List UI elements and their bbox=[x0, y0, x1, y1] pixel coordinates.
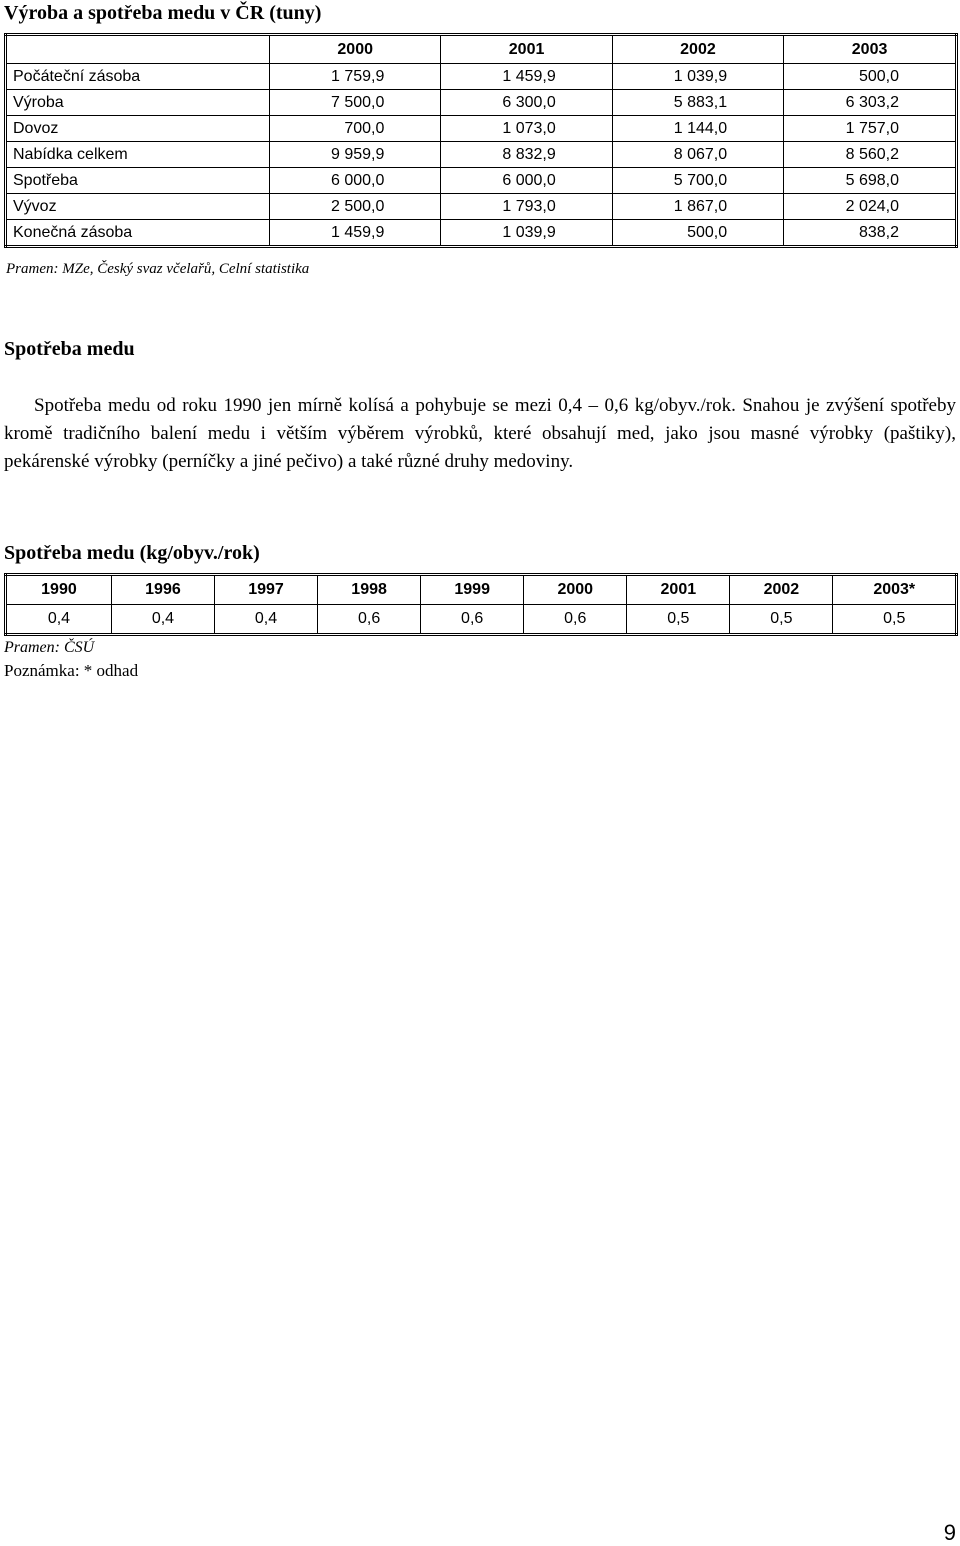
table-cell: 500,0 bbox=[784, 64, 957, 90]
table-header-cell bbox=[6, 35, 270, 64]
section-heading-per-capita: Spotřeba medu (kg/obyv./rok) bbox=[4, 542, 260, 564]
table-cell: 5 700,0 bbox=[612, 168, 783, 194]
table-cell: 6 000,0 bbox=[270, 168, 441, 194]
table-cell: 1 459,9 bbox=[270, 220, 441, 247]
table-cell: 9 959,9 bbox=[270, 142, 441, 168]
value-cell: 0,6 bbox=[421, 605, 524, 635]
table-row bbox=[6, 194, 957, 220]
value-cell: 0,6 bbox=[524, 605, 627, 635]
table-cell: 2 024,0 bbox=[784, 194, 957, 220]
table-cell: 8 560,2 bbox=[784, 142, 957, 168]
consumption-paragraph: Spotřeba medu od roku 1990 jen mírně kolísá a pohybuje se mezi 0,4 – 0,6 kg/obyv./rok. Snahou je zvýšení spotřeby kromě tradičního balení medu i větším výběrem výrobků, které obsahují med, jako jsou masné výrobky (paštiky), pekárenské výrobky (perníčky a jiné pečivo) a také různé druhy medoviny. bbox=[4, 395, 956, 472]
table-cell: 1 793,0 bbox=[441, 194, 612, 220]
row-label: Počáteční zásoba bbox=[6, 64, 270, 90]
value-cell: 0,5 bbox=[833, 605, 957, 635]
table-cell: 1 039,9 bbox=[612, 64, 783, 90]
per-capita-consumption-table bbox=[4, 573, 958, 636]
table-row bbox=[6, 220, 957, 247]
year-cell: 2002 bbox=[730, 575, 833, 605]
table-cell: 6 000,0 bbox=[441, 168, 612, 194]
table-cell: 1 867,0 bbox=[612, 194, 783, 220]
table-header-cell: 2003 bbox=[784, 35, 957, 64]
year-cell: 1998 bbox=[318, 575, 421, 605]
production-consumption-table bbox=[4, 33, 958, 248]
value-cell: 0,4 bbox=[111, 605, 214, 635]
table2-source: Pramen: ČSÚ bbox=[4, 639, 95, 656]
row-label: Spotřeba bbox=[6, 168, 270, 194]
table-cell: 6 300,0 bbox=[441, 90, 612, 116]
year-cell: 2003* bbox=[833, 575, 957, 605]
value-row bbox=[6, 605, 957, 635]
year-cell: 1997 bbox=[214, 575, 317, 605]
table-cell: 8 067,0 bbox=[612, 142, 783, 168]
table-header-row bbox=[6, 35, 957, 64]
table-header-cell: 2002 bbox=[612, 35, 783, 64]
document-title: Výroba a spotřeba medu v ČR (tuny) bbox=[4, 2, 322, 24]
table-cell: 838,2 bbox=[784, 220, 957, 247]
table-cell: 5 698,0 bbox=[784, 168, 957, 194]
value-cell: 0,4 bbox=[6, 605, 112, 635]
year-header-row bbox=[6, 575, 957, 605]
table1-source: Pramen: MZe, Český svaz včelařů, Celní statistika bbox=[6, 261, 310, 277]
table-cell: 700,0 bbox=[270, 116, 441, 142]
row-label: Výroba bbox=[6, 90, 270, 116]
table-row bbox=[6, 116, 957, 142]
table-cell: 1 459,9 bbox=[441, 64, 612, 90]
table-cell: 5 883,1 bbox=[612, 90, 783, 116]
year-cell: 2000 bbox=[524, 575, 627, 605]
value-cell: 0,5 bbox=[730, 605, 833, 635]
section-heading-consumption: Spotřeba medu bbox=[4, 338, 135, 360]
page-number: 9 bbox=[943, 1520, 956, 1545]
estimate-note: Poznámka: * odhad bbox=[4, 661, 139, 680]
table-header-cell: 2001 bbox=[441, 35, 612, 64]
table-cell: 500,0 bbox=[612, 220, 783, 247]
table-cell: 2 500,0 bbox=[270, 194, 441, 220]
table-cell: 7 500,0 bbox=[270, 90, 441, 116]
year-cell: 1999 bbox=[421, 575, 524, 605]
table-row bbox=[6, 142, 957, 168]
value-cell: 0,6 bbox=[318, 605, 421, 635]
value-cell: 0,5 bbox=[627, 605, 730, 635]
row-label: Vývoz bbox=[6, 194, 270, 220]
table-cell: 1 073,0 bbox=[441, 116, 612, 142]
table-row bbox=[6, 64, 957, 90]
row-label: Konečná zásoba bbox=[6, 220, 270, 247]
table-cell: 6 303,2 bbox=[784, 90, 957, 116]
table-cell: 1 039,9 bbox=[441, 220, 612, 247]
year-cell: 1990 bbox=[6, 575, 112, 605]
table-cell: 1 757,0 bbox=[784, 116, 957, 142]
table-cell: 8 832,9 bbox=[441, 142, 612, 168]
row-label: Nabídka celkem bbox=[6, 142, 270, 168]
value-cell: 0,4 bbox=[214, 605, 317, 635]
year-cell: 1996 bbox=[111, 575, 214, 605]
table-cell: 1 144,0 bbox=[612, 116, 783, 142]
table-cell: 1 759,9 bbox=[270, 64, 441, 90]
year-cell: 2001 bbox=[627, 575, 730, 605]
table-header-cell: 2000 bbox=[270, 35, 441, 64]
row-label: Dovoz bbox=[6, 116, 270, 142]
table-row bbox=[6, 90, 957, 116]
table-row bbox=[6, 168, 957, 194]
